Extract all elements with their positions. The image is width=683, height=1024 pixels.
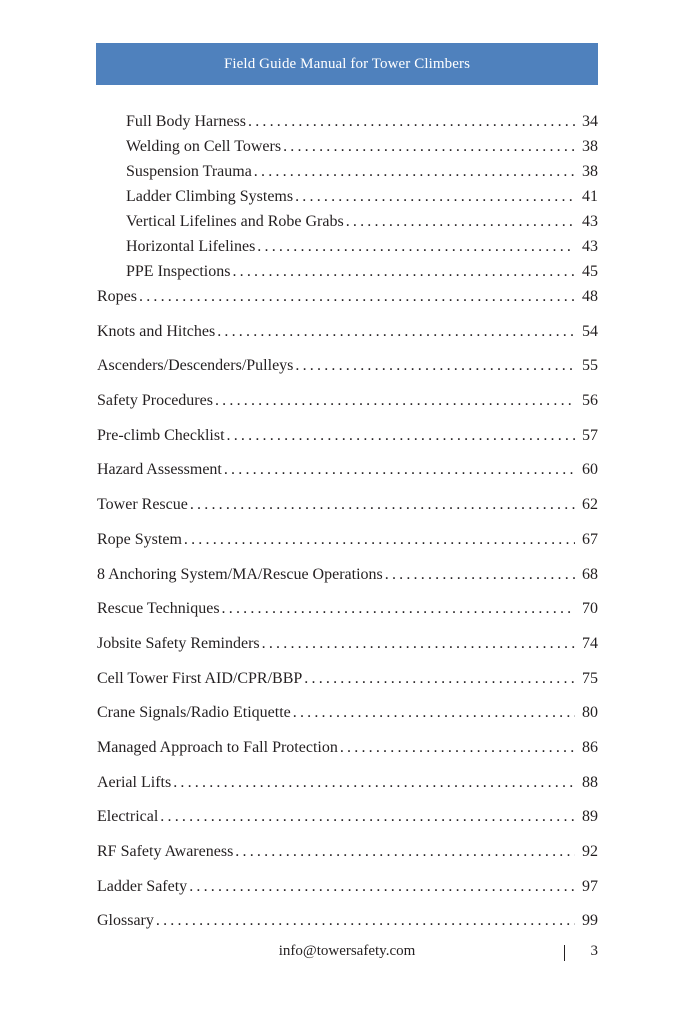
dot-leader — [340, 735, 575, 760]
toc-entry-title: Safety Procedures — [97, 392, 213, 410]
dot-leader — [156, 908, 575, 933]
toc-entry — [97, 457, 598, 492]
toc-entry-title: Ladder Safety — [97, 877, 188, 895]
toc-sub-entry — [97, 209, 598, 234]
toc-entry-page: 54 — [582, 322, 598, 340]
dot-leader — [184, 527, 575, 552]
toc-entry-title: Ascenders/Descenders/Pulleys — [97, 357, 294, 375]
dot-leader — [139, 284, 575, 309]
footer-divider — [564, 945, 565, 961]
dot-leader — [215, 388, 575, 413]
toc-entry — [97, 908, 598, 943]
toc-entry-page: 55 — [582, 357, 598, 375]
dot-leader — [293, 700, 575, 725]
toc-entry-page: 86 — [582, 738, 598, 756]
toc-sub-entry — [97, 109, 598, 134]
toc-entry — [97, 596, 598, 631]
dot-leader — [190, 492, 575, 517]
toc-entry-title: Glossary — [97, 912, 154, 930]
toc-entry-page: 68 — [582, 565, 598, 583]
dot-leader — [248, 109, 575, 134]
toc-entry-page: 80 — [582, 704, 598, 722]
page-number: 3 — [590, 943, 598, 959]
toc-entry-page: 48 — [582, 288, 598, 305]
dot-leader — [222, 596, 575, 621]
toc-entry-title: Hazard Assessment — [97, 461, 222, 479]
toc-entry-page: 92 — [582, 843, 598, 860]
page-header — [96, 43, 598, 85]
toc-entry-title: Electrical — [97, 808, 159, 826]
dot-leader — [262, 631, 575, 656]
toc-entry — [97, 284, 598, 319]
toc-entry-page: 43 — [582, 238, 598, 255]
dot-leader — [257, 234, 575, 259]
dot-leader — [254, 159, 575, 184]
toc-entry-page: 38 — [582, 163, 598, 180]
toc-entry-page: 41 — [582, 188, 598, 205]
toc-entry-title: RF Safety Awareness — [97, 843, 234, 860]
toc-entry — [97, 388, 598, 423]
toc-entry-page: 62 — [582, 496, 598, 514]
toc-entry-title: Pre-climb Checklist — [97, 426, 225, 444]
dot-leader — [227, 423, 575, 448]
toc-entry-title: Vertical Lifelines and Robe Grabs — [126, 213, 344, 230]
dot-leader — [283, 134, 575, 159]
toc-entry — [97, 700, 598, 735]
toc-entry — [97, 770, 598, 805]
toc-sub-entry — [97, 234, 598, 259]
dot-leader — [346, 209, 575, 234]
toc-sub-entry — [97, 184, 598, 209]
toc-entry-title: Ladder Climbing Systems — [126, 188, 294, 205]
toc-entry-page: 99 — [582, 912, 598, 930]
toc-entry-title: Rescue Techniques — [97, 600, 220, 618]
toc-entry-page: 97 — [582, 877, 598, 895]
toc-entry-page: 67 — [582, 530, 598, 548]
toc-entry-page: 56 — [582, 392, 598, 410]
toc-sub-entry — [97, 259, 598, 284]
toc-entry — [97, 631, 598, 666]
toc-entry — [97, 666, 598, 701]
toc-entry — [97, 319, 598, 354]
toc-entry-page: 75 — [582, 669, 598, 687]
toc-entry-page: 38 — [582, 138, 598, 155]
dot-leader — [295, 184, 575, 209]
toc-entry-title: Jobsite Safety Reminders — [97, 634, 260, 652]
toc-entry-title: Welding on Cell Towers — [126, 138, 282, 155]
toc-entry-page: 88 — [582, 773, 598, 791]
table-of-contents — [97, 109, 598, 943]
footer-email: info@towersafety.com — [278, 943, 416, 959]
toc-entry-page: 74 — [582, 634, 598, 652]
toc-entry-title: Rope System — [97, 530, 182, 548]
toc-entry — [97, 874, 598, 909]
toc-entry-title: Aerial Lifts — [97, 773, 172, 791]
toc-sub-entry — [97, 159, 598, 184]
dot-leader — [173, 770, 575, 795]
dot-leader — [217, 319, 575, 344]
toc-entry-page: 60 — [582, 461, 598, 479]
toc-entry-title: Tower Rescue — [97, 496, 188, 514]
toc-entry-title: Ropes — [97, 288, 137, 305]
toc-entry-title: Crane Signals/Radio Etiquette — [97, 704, 291, 722]
toc-entry-title: Knots and Hitches — [97, 322, 216, 340]
toc-entry-title: Horizontal Lifelines — [126, 238, 256, 255]
toc-entry-page: 57 — [582, 426, 598, 444]
toc-entry — [97, 527, 598, 562]
toc-entry-page: 70 — [582, 600, 598, 618]
dot-leader — [189, 874, 575, 899]
toc-entry — [97, 735, 598, 770]
toc-entry-title: Suspension Trauma — [126, 163, 252, 180]
toc-entry — [97, 423, 598, 458]
dot-leader — [232, 259, 575, 284]
dot-leader — [160, 804, 575, 829]
dot-leader — [304, 666, 575, 691]
toc-entry-title: PPE Inspections — [126, 263, 231, 280]
toc-entry — [97, 353, 598, 388]
page-footer — [96, 943, 598, 965]
toc-entry — [97, 562, 598, 597]
toc-entry-title: 8 Anchoring System/MA/Rescue Operations — [97, 565, 383, 583]
toc-entry — [97, 804, 598, 839]
dot-leader — [385, 562, 575, 587]
dot-leader — [224, 457, 575, 482]
toc-entry-page: 45 — [582, 263, 598, 280]
toc-entry-title: Cell Tower First AID/CPR/BBP — [97, 669, 303, 687]
toc-entry-page: 89 — [582, 808, 598, 826]
toc-sub-entry — [97, 134, 598, 159]
toc-entry — [97, 492, 598, 527]
toc-entry-page: 43 — [582, 213, 598, 230]
toc-entry-title: Full Body Harness — [126, 113, 246, 130]
toc-entry — [97, 839, 598, 874]
dot-leader — [235, 839, 575, 864]
toc-entry-title: Managed Approach to Fall Protection — [97, 738, 338, 756]
toc-entry-page: 34 — [582, 113, 598, 130]
header-title: Field Guide Manual for Tower Climbers — [223, 55, 471, 72]
dot-leader — [295, 353, 575, 378]
